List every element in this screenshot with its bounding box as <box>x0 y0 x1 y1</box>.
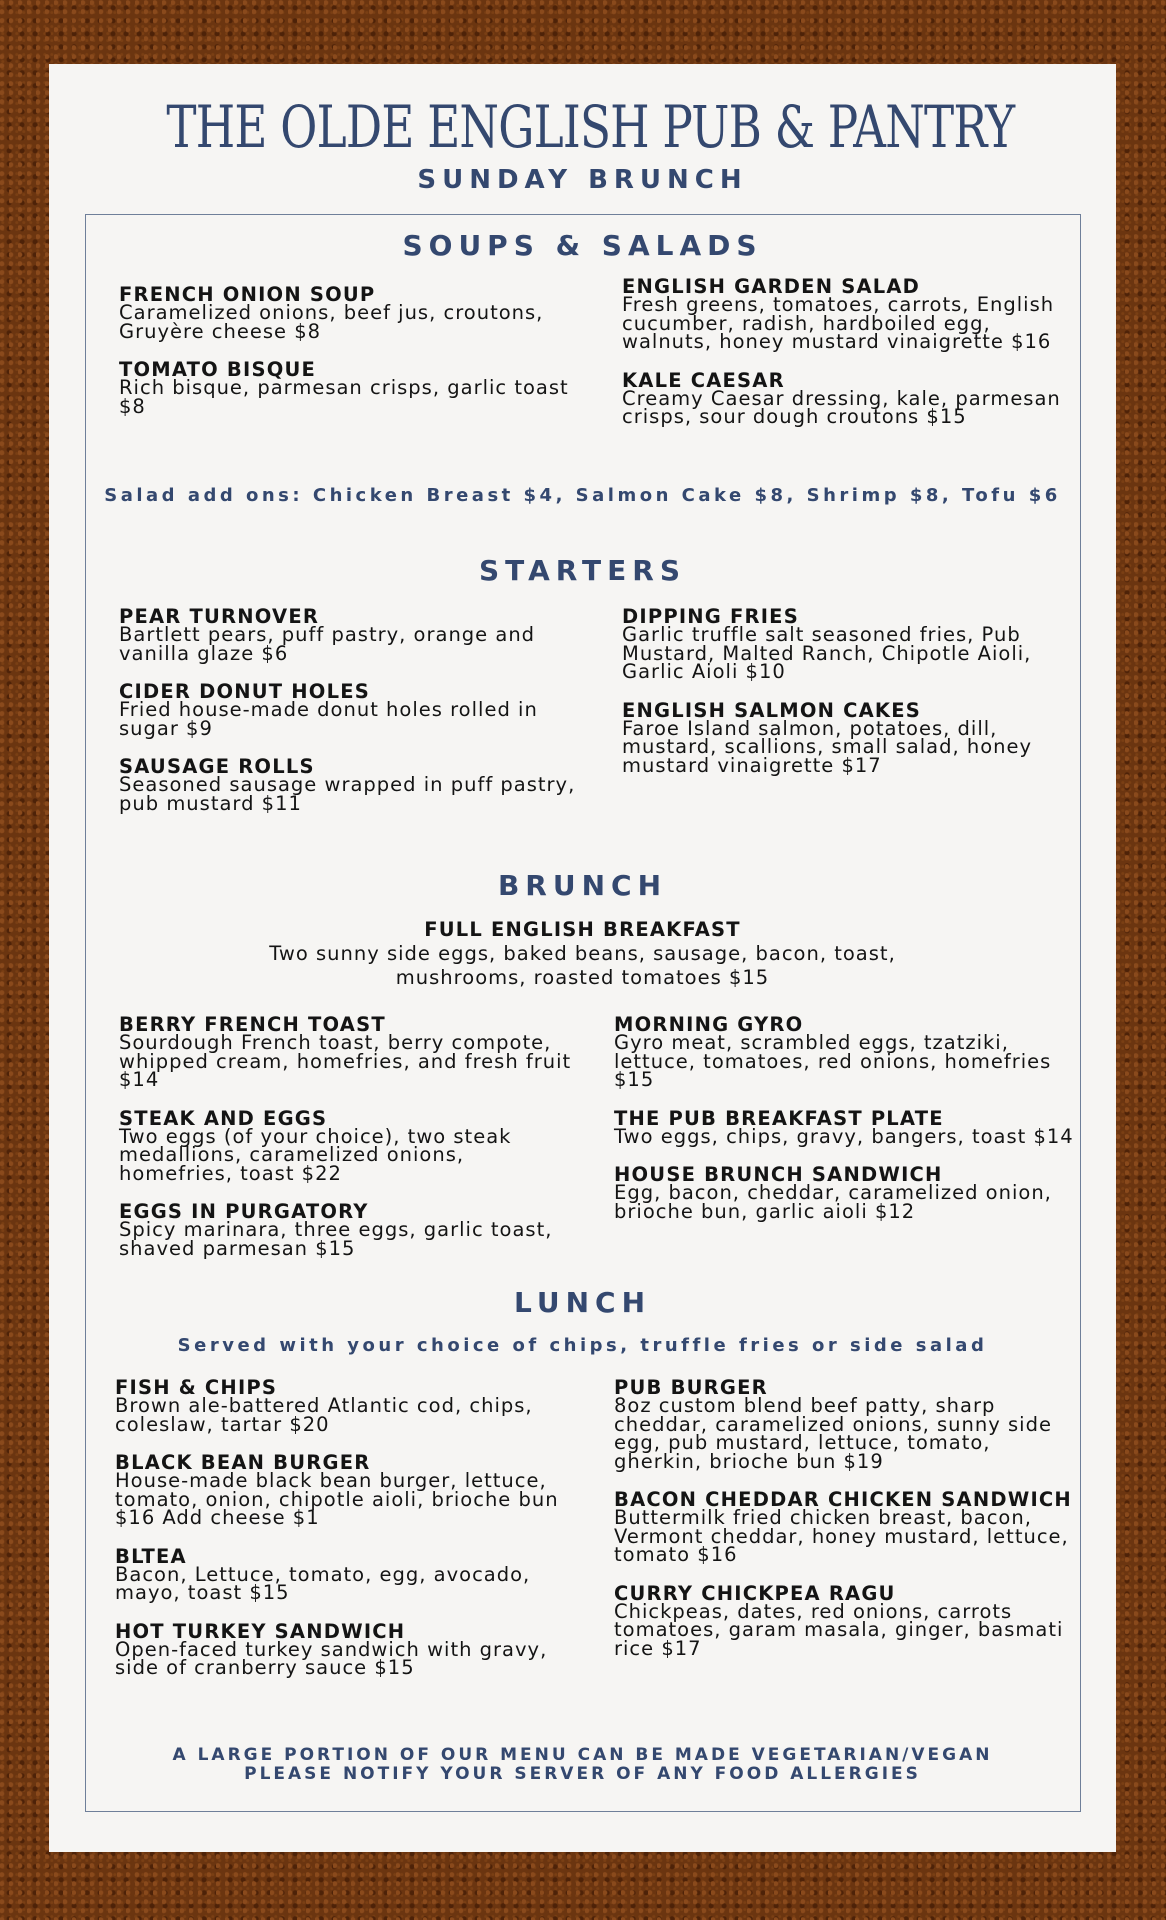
item-name: PUB BURGER <box>614 1376 768 1399</box>
item-name: BERRY FRENCH TOAST <box>119 1013 386 1036</box>
menu-item <box>119 1202 579 1258</box>
menu-item <box>622 698 1082 777</box>
menu-item <box>614 1581 1074 1660</box>
item-name: TOMATO BISQUE <box>119 358 317 381</box>
salad-addons-note: Salad add ons: Chicken Breast $4, Salmon Cake $8, Shrimp $8, Tofu $6 <box>104 485 1061 506</box>
menu-item <box>614 1165 1074 1221</box>
item-description: Fried house-made donut holes rolled in sugar $9 <box>119 698 538 740</box>
menu-item <box>119 682 579 738</box>
item-name: HOUSE BRUNCH SANDWICH <box>614 1163 943 1186</box>
item-name: FISH & CHIPS <box>115 1376 278 1399</box>
item-description: Brown ale-battered Atlantic cod, chips, coleslaw, tartar $20 <box>115 1394 533 1436</box>
item-description: Rich bisque, parmesan crisps, garlic toast $8 <box>119 376 569 418</box>
menu-item <box>115 1544 575 1604</box>
footer-allergy-note: PLEASE NOTIFY YOUR SERVER OF ANY FOOD ALLERGIES <box>244 1764 921 1784</box>
restaurant-title: THE OLDE ENGLISH PUB & PANTRY <box>166 93 1015 161</box>
menu-item <box>119 1106 579 1185</box>
item-description: Bacon, Lettuce, tomato, egg, avocado, mayo, toast $15 <box>115 1562 531 1604</box>
lunch-right-column <box>614 1378 1074 1677</box>
lunch-sides-note: Served with your choice of chips, truffle fries or side salad <box>177 1335 988 1356</box>
item-description: Garlic truffle salt seasoned fries, Pub Mustard, Malted Ranch, Chipotle Aioli, Garlic Aioli $10 <box>622 623 1032 683</box>
item-name: HOT TURKEY SANDWICH <box>115 1619 406 1643</box>
item-description: 8oz custom blend beef patty, sharp cheddar, caramelized onions, sunny side egg, pub mustard, lettuce, tomato, gherkin, brioche bun $19 <box>614 1394 1052 1473</box>
menu-item <box>622 368 1082 428</box>
brunch-left-column <box>119 1015 579 1277</box>
starters-left-column <box>119 607 579 832</box>
item-description: Fresh greens, tomatoes, carrots, English cucumber, radish, hardboiled egg, walnuts, honey mustard vinaigrette $16 <box>622 293 1055 353</box>
menu-item <box>614 1015 1074 1090</box>
item-name: ENGLISH GARDEN SALAD <box>622 275 921 298</box>
item-description: Seasoned sausage wrapped in puff pastry, pub mustard $11 <box>119 773 576 815</box>
menu-item <box>119 285 579 341</box>
footer-vegetarian-note: A LARGE PORTION OF OUR MENU CAN BE MADE VEGETARIAN/VEGAN <box>172 1745 993 1765</box>
item-description: House-made black bean burger, lettuce, tomato, onion, chipotle aioli, brioche bun $16 Add cheese $1 <box>115 1469 559 1529</box>
item-name: THE PUB BREAKFAST PLATE <box>614 1106 944 1130</box>
item-name: CIDER DONUT HOLES <box>119 680 370 703</box>
section-title-soups: SOUPS & SALADS <box>402 229 763 262</box>
item-name: BACON CHEDDAR CHICKEN SANDWICH <box>614 1488 1072 1511</box>
menu-item <box>614 1490 1074 1565</box>
menu-item <box>119 607 579 663</box>
menu-item <box>614 1106 1074 1148</box>
menu-item <box>115 1378 575 1434</box>
item-name: BLACK BEAN BURGER <box>115 1451 371 1474</box>
menu-item <box>622 607 1082 682</box>
featured-item <box>49 918 1116 990</box>
item-description: Chickpeas, dates, red onions, carrots tomatoes, garam masala, ginger, basmati rice $17 <box>614 1599 1064 1660</box>
menu-item <box>119 1015 579 1090</box>
item-name: ENGLISH SALMON CAKES <box>622 698 922 722</box>
brunch-right-column <box>614 1015 1074 1240</box>
menu-item <box>115 1619 575 1679</box>
menu-card <box>49 64 1116 1852</box>
item-name: SAUSAGE ROLLS <box>119 755 315 778</box>
item-name: STEAK AND EGGS <box>119 1106 328 1130</box>
lunch-left-column <box>115 1378 575 1697</box>
item-description: Faroe Island salmon, potatoes, dill, mustard, scallions, small salad, honey mustard vinaigrette $17 <box>622 716 1033 777</box>
item-name: BLTEA <box>115 1544 187 1568</box>
item-description: Bartlett pears, puff pastry, orange and vanilla glaze $6 <box>119 623 536 665</box>
menu-item <box>119 360 579 416</box>
item-description: Two eggs, chips, gravy, bangers, toast $14 <box>614 1124 1074 1148</box>
item-description: Sourdough French toast, berry compote, whipped cream, homefries, and fresh fruit $14 <box>119 1031 572 1091</box>
item-description: Two sunny side eggs, baked beans, sausage, bacon, toast, mushrooms, roasted tomatoes $15 <box>269 942 896 989</box>
item-name: FRENCH ONION SOUP <box>119 283 376 306</box>
starters-right-column <box>622 607 1082 794</box>
menu-item <box>115 1453 575 1528</box>
menu-item <box>622 277 1082 352</box>
item-name: KALE CAESAR <box>622 368 785 392</box>
item-description: Gyro meat, scrambled eggs, tzatziki, lettuce, tomatoes, red onions, homefries $15 <box>614 1031 1052 1091</box>
soups-right-column <box>622 277 1082 446</box>
item-description: Buttermilk fried chicken breast, bacon, Vermont cheddar, honey mustard, lettuce, tomato $16 <box>614 1506 1069 1566</box>
item-name: DIPPING FRIES <box>622 605 799 628</box>
section-title-lunch: LUNCH <box>514 1286 651 1319</box>
soups-left-column <box>119 285 579 435</box>
item-description: Two eggs (of your choice), two steak medallions, caramelized onions, homefries, toast $22 <box>119 1124 512 1185</box>
item-name: PEAR TURNOVER <box>119 605 320 628</box>
item-name: MORNING GYRO <box>614 1013 804 1036</box>
section-title-starters: STARTERS <box>478 554 687 587</box>
item-name: FULL ENGLISH BREAKFAST <box>424 918 741 941</box>
menu-item <box>614 1378 1074 1471</box>
menu-item <box>119 757 579 813</box>
item-description: Open-faced turkey sandwich with gravy, side of cranberry sauce $15 <box>115 1637 548 1679</box>
item-description: Creamy Caesar dressing, kale, parmesan crisps, sour dough croutons $15 <box>622 386 1061 428</box>
section-title-brunch: BRUNCH <box>497 869 668 902</box>
item-description: Caramelized onions, beef jus, croutons, Gruyère cheese $8 <box>119 301 544 343</box>
item-description: Egg, bacon, cheddar, caramelized onion, brioche bun, garlic aioli $12 <box>614 1181 1052 1223</box>
menu-subtitle: SUNDAY BRUNCH <box>417 165 748 195</box>
item-description: Spicy marinara, three eggs, garlic toast, shaved parmesan $15 <box>119 1218 553 1260</box>
item-name: EGGS IN PURGATORY <box>119 1200 369 1223</box>
item-name: CURRY CHICKPEA RAGU <box>614 1581 896 1605</box>
